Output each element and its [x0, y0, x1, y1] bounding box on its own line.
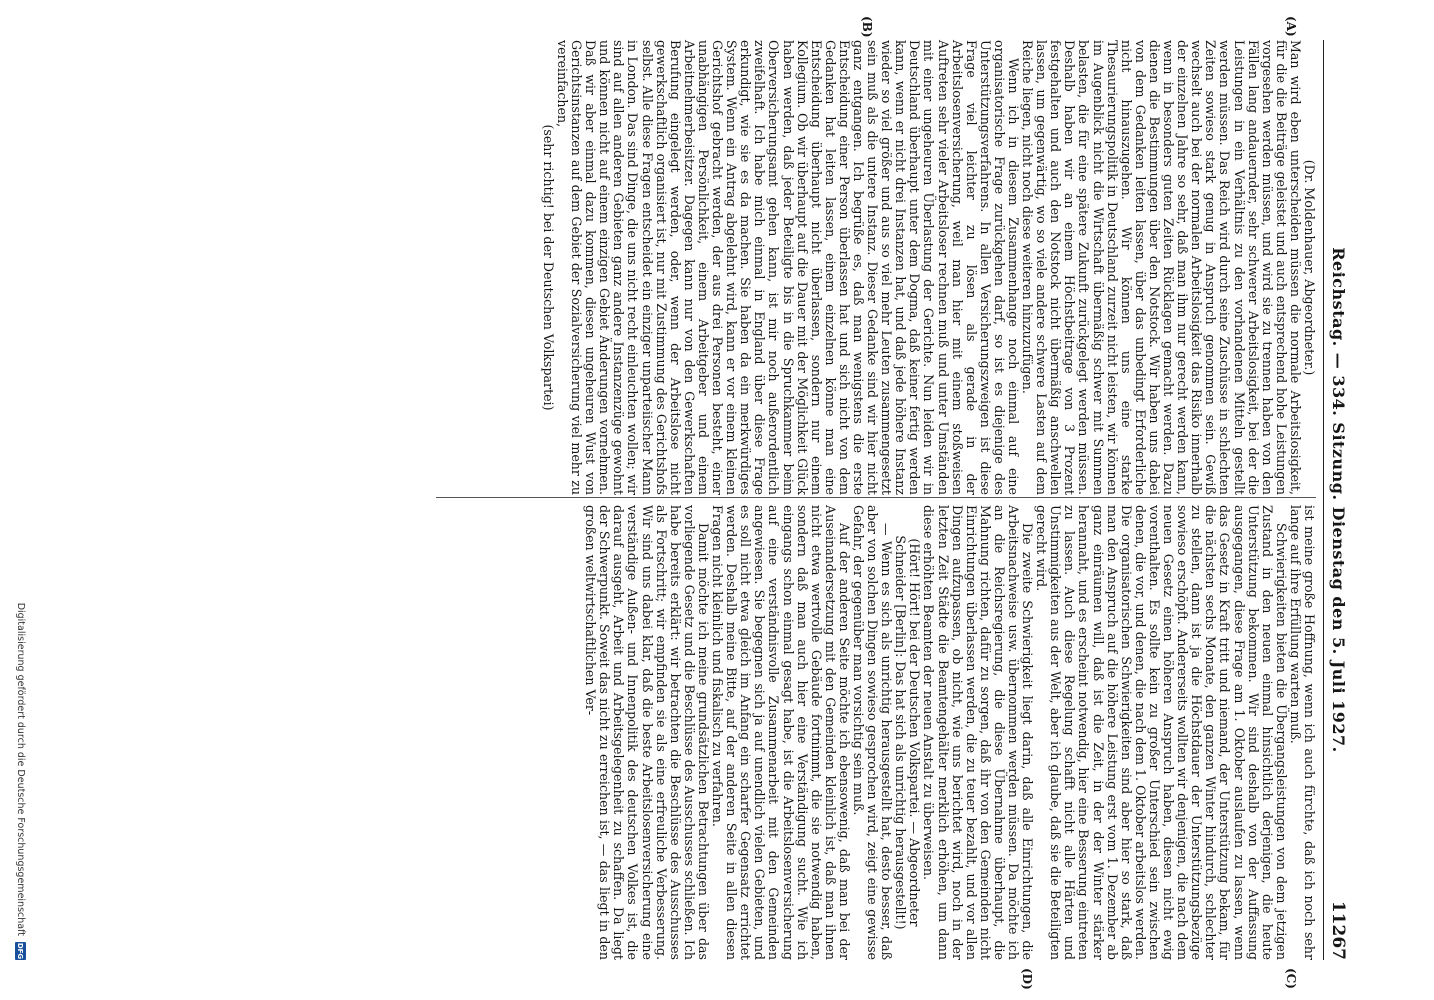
- paragraph: Man wird eben unterscheiden müssen die normale Arbeitslosigkeit, für die die Beiträge geleistet und auch entsprechend hohe Leistungen vorgesehen werden müssen, und wird sie zu trennen haben von den Fällen lang andauernder, sehr schwerer Arbeitslosigkeit, bei der die Leistungen in ein Verhältnis zu den vorhandenen Mitteln gestellt werden müssen. Das Reich wird durch seine Zuschüsse in schlechten Zeiten sowieso stark genug in Anspruch genommen sein. Gewiß wechselt auch bei der normalen Arbeitslosigkeit das Risiko innerhalb der einzelnen Jahre so sehr, daß man ihm nur gerecht werden kann, wenn in besonders guten Zeiten Rücklagen gemacht werden. Dazu dienen die Bestimmungen über den Notstock. Wir haben uns dabei von dem Gedanken leiten lassen, über das unbedingt Erforderliche nicht hinauszugehen. Wir können uns eine starke Thesaurierungspolitik in Deutschland zurzeit nicht leisten, wir können im Augenblick nicht die Wirtschaft übermäßig schwer mit Summen belasten, die für eine spätere Zukunft zurückgelegt werden müssen. Deshalb haben wir an einem Höchstbeitrage von 3 Prozent festgehalten und auch den Notstock nicht übermäßig anschwellen lassen, um gegenwärtig, wo so viele andere schwere Lasten auf dem Reiche liegen, nicht noch diese weiteren hinzuzufügen.: [1020, 40, 1303, 495]
- speaker-line: (Dr. Moldenhauer, Abgeordneter.): [1302, 159, 1317, 376]
- paragraph: Wenn ich in diesem Zusammenhange noch einmal auf eine organisatorische Frage zurückgehen darf, so ist es diejenige des Unterstützungsverfahrens. In allen Versicherungszweigen ist diese Frage viel leichter zu lösen als gerade in der Arbeitslosenversicherung, weil man hier mit einem stoßweisen Auftreten sehr vieler Arbeitsloser rechnen muß und unter Umständen mit einer ungeheuren Überlastung der Gerichte. Nun leiden wir in Deutschland überhaupt unter dem Dogma, daß keiner fertig werden kann, wenn er nicht drei Instanzen hat, und daß jede höhere Instanz wieder so viel größer und aus so viel mehr Leuten zusammengesetzt sein muß als die untere Instanz. Dieser Gedanke sind wir hier nicht ganz entgangen. Ich begrüße es, daß man wenigstens die erste Entscheidung einer Person überlassen hat und sich nicht von dem Gedanken hat leiten lassen, einem einzelnen könne man eine Entscheidung überhaupt nicht überlassen, sondern nur einem Kollegium. Ob wir überhaupt auf die Dauer mit der Möglichkeit Glück haben werden, daß jeder Beteiligte bis in die Spruchkammer beim Oberversicherungsamt gehen kann, ist mir noch außerordentlich zweifelhaft. Ich habe mich einmal in England über diese Frage erkundigt, wie sie es da machen. Sie haben da ein merkwürdiges System. Wenn ein Antrag abgelehnt wird, kann er vor einem kleinen Gerichtshof gebracht werden, der aus drei Personen besteht, einer unabhängigen Persönlichkeit, einem Arbeitgeber und einem Arbeitnehmerbeisitzer. Dagegen kann nur von den Gewerkschaften Berufung eingelegt werden, oder, wenn der Arbeitslose nicht gewerkschaftlich organisiert ist, nur mit Zustimmung des Gerichtshofs selbst. Alle diese Fragen entscheidet ein einziger unparteiischer Mann in London. Das sind Dinge, die uns nicht recht einleuchten wollen; wir sind auf allen anderen Gebieten ganz andere Instanzenzüge gewohnt und können nicht auf einem einzigen Gebiet Änderungen vornehmen. Daß wir aber einmal dazu kommen, diesen ungeheuren Wust von Gerichtsinstanzen auf dem Gebiet der Sozialversicherung viel mehr zu vereinfachen,: [555, 40, 1022, 495]
- paragraph: Schwierigkeiten bieten die Übergangsleistungen von dem jetzigen Zustand in den neuen einmal hinsichtlich derjenigen, die heute Unterstützung bekommen. Wir sind deshalb von der Auffassung ausgegangen, diese Frage am 1. Oktober auslaufen zu lassen, wenn das Gesetz in Kraft tritt und niemand, der Unterstützung bekam, für die nächsten sechs Monate, den ganzen Winter hindurch, schlechter zu stellen, dann ist ja die Höchstdauer der Unterstützungsbezüge sowieso erschöpft. Andererseits wollten wir denjenigen, die nach dem neuen Gesetz einen höheren Anspruch haben, diesen nicht ewig vorenthalten. Es sollte kein zu großer Unterschied sein zwischen denen, die vor, und denen, die nach dem 1. Oktober arbeitslos werden. Die organisatorischen Schwierigkeiten sind aber hier so stark, daß man den Anspruch auf die höhere Leistung erst vom 1. Dezember ab ganz einräumen will, daß ist die Zeit, in der der Winter stärker herannaht, und es erscheint notwendig, hier eine Besserung eintreten zu lassen. Auch diese Regelung schafft nicht alle Härten und Unstimmigkeiten aus der Welt, aber ich glaube, daß sie die Beteiligten gerecht wird.: [1034, 505, 1289, 960]
- column-divider: [436, 497, 1316, 498]
- paragraph: — Wenn es sich als unrichtig herausgestellt hat, desto besser, daß aber von solchen Dingen sowieso gesprochen wird, zeigt eine gewisse Gefahr, der gegenüber man vorsichtig sein muß.: [851, 505, 895, 960]
- margin-marker-c: (C): [1284, 968, 1298, 989]
- right-column: [583, 505, 1316, 960]
- page-number: 11267: [1328, 900, 1348, 960]
- margin-marker-d: (D): [1020, 968, 1034, 990]
- interjection: (sehr richtig! bei der Deutschen Volkspartei): [540, 124, 556, 411]
- margin-marker-b: (B): [860, 16, 874, 38]
- paragraph: Damit möchte ich meine grundsätzlichen Betrachtungen über das vorliegende Gesetz und die Beschlüsse des Ausschusses schließen. Ich habe bereits erklärt: wir betrachten die Beschlüsse des Ausschusses als Fortschritt; wir empfinden sie als eine erfreuliche Verbesserung. Wir sind uns dabei klar, daß die beste Arbeitslosenversicherung eine verständige Außen- und Innenpolitik des deutschen Volkes ist, die darauf ausgeht, Arbeit und Arbeitsgelegenheit zu schaffen. Da liegt der Schwerpunkt. Soweit das nicht zu erreichen ist, — das liegt in den großen weltwirtschaftlichen Ver-: [583, 505, 711, 960]
- interjection: (Hört! Hört! bei der Deutschen Volkspartei. — Abgeordneter Schneider [Berlin]: Das hat sich als unrichtig herausgestellt!): [893, 535, 923, 930]
- margin-marker-a: (A): [1284, 16, 1298, 37]
- header-title: Reichstag. — 334. Sitzung. Dienstag den 5. Juli 1927.: [1329, 247, 1348, 753]
- credit-text: Digitalisierung gefördert durch die Deutsche Forschungsgemeinschaft: [15, 602, 26, 936]
- dfg-logo-icon: DFG: [16, 942, 25, 960]
- paragraph: Die zweite Schwierigkeit liegt darin, daß alle Einrichtungen, die Arbeitsnachweise usw. übernommen werden müssen. Da möchte ich an die Reichsregierung, die diese Übernahme überhaupt, die Mahnung richten, dafür zu sorgen, daß ihr von den Gemeinden nicht Einrichtungen überlassen werden, die zu teuer bezahlt, und vor allen Dingen aufzupassen, ob nicht, wie uns berichtet wird, noch in der letzten Zeit Städte die Beamtengehälter merklich erhöhen, um dann diese erhöhten Beamten der neuen Anstalt zu überweisen.: [921, 505, 1036, 960]
- page-header: [1326, 40, 1348, 960]
- left-column: [541, 40, 1316, 495]
- header-rule: [1323, 40, 1324, 960]
- footer-credit: [15, 200, 26, 960]
- paragraph: ist meine große Hoffnung, wenn ich auch fürchte, daß ich noch sehr lange auf ihre Erfüllung warten muß.: [1287, 505, 1317, 960]
- paragraph: Auf der anderen Seite möchte ich ebensowenig, daß man bei der Auseinandersetzung mit den Gemeinden kleinlich ist, daß man ihnen nicht etwa wertvolle Gebäude fortnimmt, die sie notwendig haben, sondern daß man auch hier eine Verständigung sucht. Wie ich eingangs schon einmal gesagt habe, ist die Arbeitslosenversicherung auf eine verständnisvolle Zusammenarbeit mit den Gemeinden angewiesen. Sie begegnen sich ja auf unendlich vielen Gebieten, und es soll nicht etwa gleich im Anfang ein scharfer Gegensatz errichtet werden. Deshalb meine Bitte, auf der anderen Seite in allen diesen Fragen nicht kleinlich und fiskalisch zu verfahren.: [710, 505, 852, 960]
